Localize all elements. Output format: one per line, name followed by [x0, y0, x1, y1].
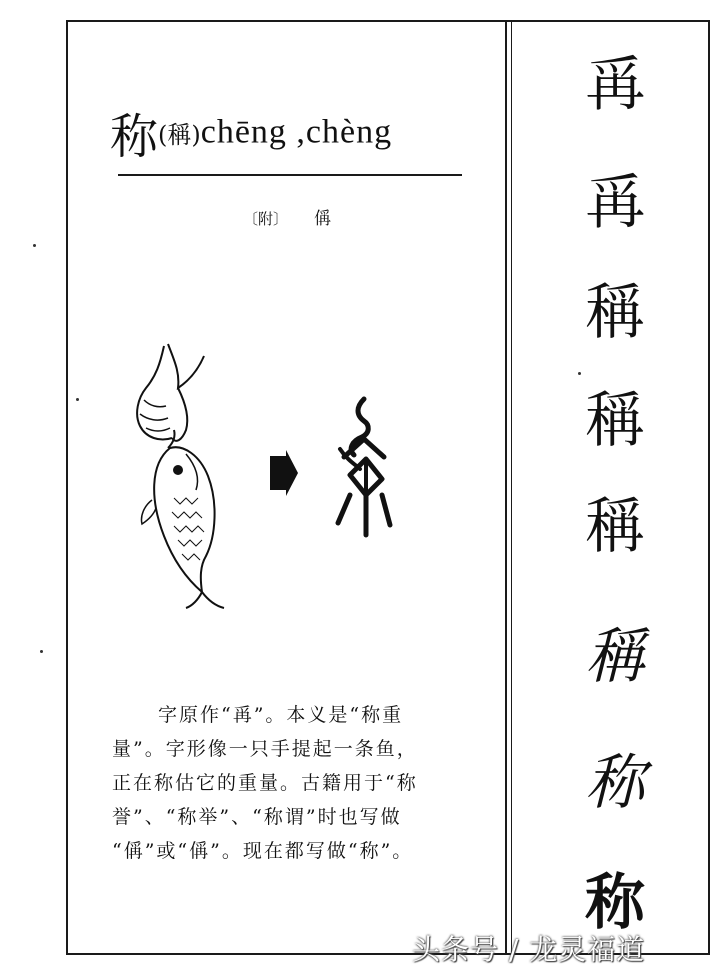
dust-speck	[40, 650, 43, 653]
entry-title	[110, 98, 392, 167]
attached-variant	[243, 204, 331, 229]
evolution-glyph-clerical: 稱	[585, 386, 645, 456]
evolution-glyph-bronze: 爯	[585, 168, 645, 238]
title-rule	[118, 174, 462, 176]
definition-line: 誉”、“称举”、“称谓”时也写做	[112, 806, 402, 828]
evolution-glyph-simplified: 称	[585, 868, 645, 938]
evolution-glyph-oracle: 爯	[585, 50, 645, 120]
watermark: 头条号 / 龙灵福道	[412, 933, 646, 966]
hand-holding-fish-icon	[120, 330, 350, 610]
definition-text	[112, 698, 472, 868]
definition-line: 正在称估它的重量。古籍用于“称	[112, 772, 418, 794]
script-evolution-column	[540, 20, 700, 955]
dust-speck	[578, 372, 581, 375]
definition-line: “偁”或“偁”。现在都写做“称”。	[112, 840, 414, 862]
dust-speck	[76, 398, 79, 401]
entry-character: 称	[110, 109, 159, 165]
definition-line: 字原作“爯”。本义是“称重	[158, 704, 404, 726]
dust-speck	[33, 244, 36, 247]
column-divider	[505, 20, 507, 955]
definition-line: 量”。字形像一只手提起一条鱼，	[112, 738, 418, 760]
right-arrow-icon	[268, 448, 300, 498]
evolution-glyph-regular: 稱	[585, 492, 645, 562]
evolution-glyph-cursive: 称	[585, 748, 645, 818]
column-divider-inner	[511, 20, 512, 955]
entry-pinyin: chēng ,chèng	[200, 113, 393, 151]
evolution-glyph-running: 稱	[585, 622, 645, 692]
oracle-bone-cheng-icon	[330, 395, 400, 545]
entry-traditional: (稱)	[158, 121, 201, 149]
evolution-glyph-seal: 稱	[585, 278, 645, 348]
illustration	[120, 330, 350, 610]
attached-tag: 〔附〕	[243, 210, 289, 228]
attached-char: 偁	[314, 209, 332, 229]
